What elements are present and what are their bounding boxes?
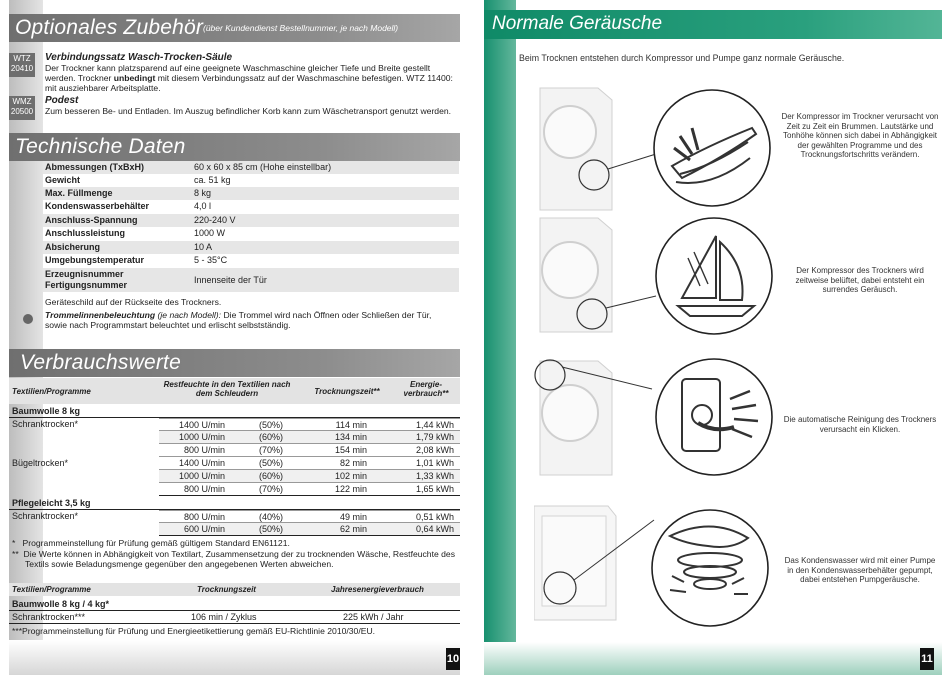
typenschild-text: Geräteschild auf der Rückseite des Trockners. <box>45 297 222 307</box>
right-bottom-gradient <box>484 642 942 675</box>
verbrauch-header <box>9 349 460 377</box>
group-pflegeleicht: Pflegeleicht 3,5 kg <box>9 497 460 510</box>
accessory-title-verbindungssatz: Verbindungssatz Wasch-Trocken-Säule <box>45 52 233 63</box>
tech-row: Max. Füllmenge 8 kg <box>43 187 459 200</box>
right-page <box>484 0 942 675</box>
zubehoer-subtitle: (über Kundendienst Bestellnummer, je nach Modell) <box>203 23 399 33</box>
left-page <box>9 0 460 675</box>
footnote-2: ** Die Werte können in Abhängigkeit von Textilart, Zusammensetzung der zu trocknenden Wäsche, Restfeuchte des Textils sowie Beladungsmenge gegenüber den angegebenen Werten abweichen. <box>12 549 456 569</box>
group-baumwolle-annual: Baumwolle 8 kg / 4 kg* <box>9 598 460 611</box>
table-row: Schranktrocken*** 106 min / Zyklus 225 kWh / Jahr <box>9 611 460 624</box>
page-number-left: 10 <box>446 648 460 670</box>
sound-item-ventilation <box>534 212 939 342</box>
lamp-bullet-icon <box>23 314 33 324</box>
sound-caption: Die automatische Reinigung des Trockners verursacht ein Klicken. <box>783 415 937 434</box>
zubehoer-header <box>9 14 460 42</box>
sound-caption: Der Kompressor im Trockner verursacht von Zeit zu Zeit ein Brummen. Lautstärke und Tonhöhe können sich dabei in Abhängigkeit der gewählten Programme und des Trocknungsfortschritts verändern. <box>781 112 939 160</box>
energy-table-header: Textilien/Programme Trocknungszeit Jahresenergieverbrauch <box>9 583 460 596</box>
sound-caption: Das Kondenswasser wird mit einer Pumpe in den Kondenswasserbehälter gepumpt, dabei entstehen Pumpgeräusche. <box>784 556 936 585</box>
footnote-3: ***Programmeinstellung für Prüfung und Energieetikettierung gemäß EU-Richtlinie 2010/30/EU. <box>12 626 376 636</box>
geraeusche-header <box>484 10 942 39</box>
accessory-text-verbindungssatz: Der Trockner kann platzsparend auf eine geeignete Waschmaschine gleicher Tiefe und Breite gestellt werden. Trockner unbedingt mit diesem Verbindungssatz auf der Waschmaschine befestigen. WTZ 11400: mit ausziehbarer Arbeitsplatte. <box>45 63 453 93</box>
verbrauch-title: Verbrauchswerte <box>20 351 181 374</box>
tech-row: Kondenswasserbehälter 4,0 l <box>45 201 212 211</box>
tech-row: Absicherung 10 A <box>43 241 459 254</box>
technik-header <box>9 133 460 161</box>
lamp-text: Trommelinnenbeleuchtung (je nach Modell): Die Trommel wird nach Öffnen oder Schließen der Tür, sowie nach Programmstart beleuchtet und erlischt selbstständig. <box>45 310 432 330</box>
tech-row: Abmessungen (TxBxH) 60 x 60 x 85 cm (Hohe einstellbar) <box>43 161 459 174</box>
sound-item-pump <box>534 500 939 630</box>
table-row: 1000 U/min (60%) 134 min 1,79 kWh <box>9 431 460 444</box>
sailboat-icon <box>654 216 774 336</box>
left-bottom-gradient <box>9 640 460 675</box>
zubehoer-title: Optionales Zubehör <box>15 16 204 39</box>
group-baumwolle: Baumwolle 8 kg <box>9 405 460 418</box>
sound-item-compressor <box>534 82 939 212</box>
right-side-gradient <box>484 0 516 675</box>
accessory-title-podest: Podest <box>45 95 79 106</box>
table-row: 800 U/min (70%) 122 min 1,65 kWh <box>9 483 460 496</box>
tech-row: Umgebungstemperatur 5 - 35°C <box>45 255 228 265</box>
page-number-right: 11 <box>920 648 934 670</box>
sound-caption: Der Kompressor des Trockners wird zeitweise belüftet, dabei entsteht ein surrendes Geräusch. <box>795 266 925 295</box>
tech-row: Gewicht ca. 51 kg <box>45 175 231 185</box>
table-row: 1000 U/min (60%) 102 min 1,33 kWh <box>9 470 460 483</box>
table-row: 600 U/min (50%) 62 min 0,64 kWh <box>9 523 460 536</box>
table-row: 800 U/min (70%) 154 min 2,08 kWh <box>9 444 460 457</box>
accessory-text-podest: Zum besseren Be- und Entladen. Im Auszug befindlicher Korb kann zum Wäschetransport genutzt werden. <box>45 106 452 116</box>
pump-water-icon <box>652 506 772 626</box>
footnote-1: * Programmeinstellung für Prüfung gemäß gültigem Standard EN61121. <box>12 538 290 548</box>
table-row: Schranktrocken* 800 U/min (40%) 49 min 0,51 kWh <box>9 510 460 523</box>
technik-title: Technische Daten <box>15 135 186 158</box>
tech-row: Anschlussleistung 1000 W <box>45 228 226 238</box>
code-tag-wmz: WMZ 20500 <box>9 96 35 120</box>
tech-row: Anschluss-Spannung 220-240 V <box>43 214 459 227</box>
sound-item-click <box>534 355 939 485</box>
compressor-hum-icon <box>652 88 772 208</box>
verbrauch-table-header: Textilien/Programme Restfeuchte in den Textilien nach dem Schleudern Trocknungszeit** Energie-verbrauch** <box>9 378 460 404</box>
click-switch-icon <box>654 357 774 477</box>
table-row: Schranktrocken* 1400 U/min (50%) 114 min 1,44 kWh <box>9 418 460 431</box>
geraeusche-intro: Beim Trocknen entstehen durch Kompressor und Pumpe ganz normale Geräusche. <box>519 53 845 63</box>
code-tag-wtz: WTZ 20410 <box>9 53 35 77</box>
table-row: Bügeltrocken* 1400 U/min (50%) 82 min 1,01 kWh <box>9 457 460 470</box>
geraeusche-title: Normale Geräusche <box>492 13 663 34</box>
tech-row-erzeugnis: Erzeugnisnummer Fertigungsnummer Innenseite der Tür <box>43 268 459 292</box>
